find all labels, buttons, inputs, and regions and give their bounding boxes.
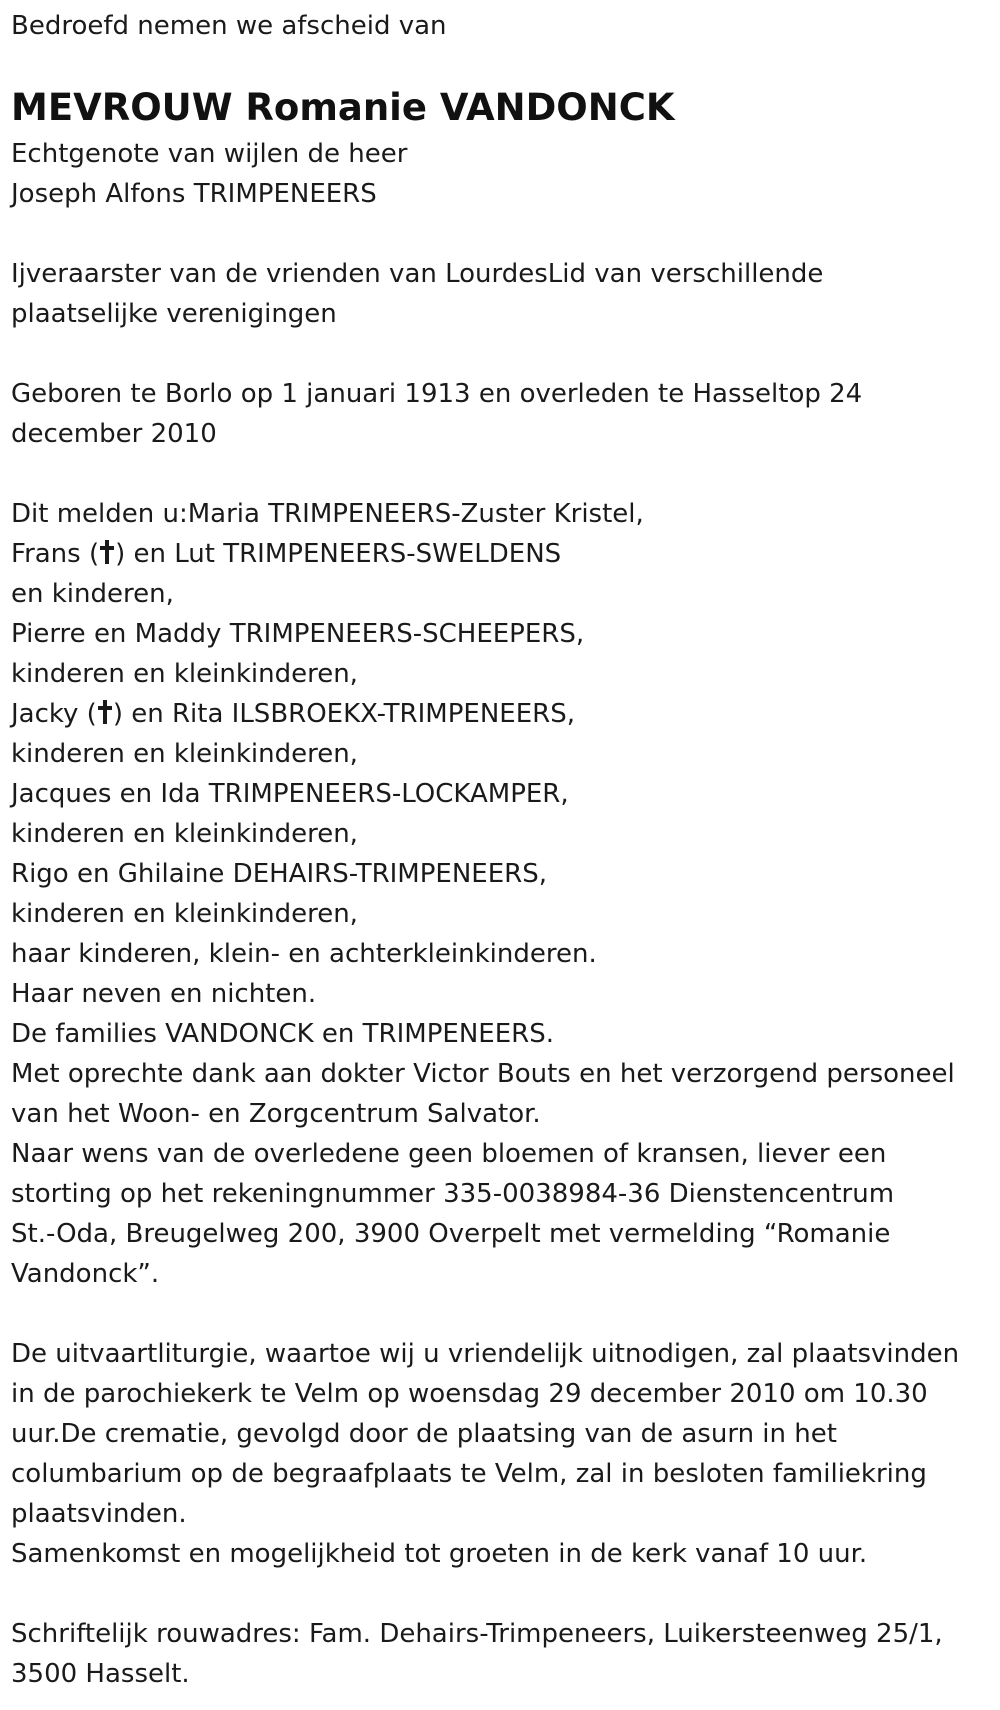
condolence-address-line-2: 3500 Hasselt.	[11, 1659, 190, 1689]
family-line	[11, 694, 990, 734]
donation-line: St.-Oda, Breugelweg 200, 3900 Overpelt met vermelding “Romanie	[11, 1219, 891, 1249]
paragraph-gap	[11, 1574, 990, 1614]
family-line-part: ) en Lut TRIMPENEERS-SWELDENS	[115, 539, 562, 569]
family-line	[11, 534, 990, 574]
family-line: Dit melden u:Maria TRIMPENEERS-Zuster Kristel,	[11, 499, 644, 529]
funeral-details	[11, 1334, 990, 1574]
donation-line: Naar wens van de overledene geen bloemen of kransen, liever een	[11, 1139, 887, 1169]
family-line: kinderen en kleinkinderen,	[11, 739, 358, 769]
family-announcement	[11, 494, 990, 1294]
funeral-line: in de parochiekerk te Velm op woensdag 29 december 2010 om 10.30	[11, 1379, 928, 1409]
family-line-part: ) en Rita ILSBROEKX-TRIMPENEERS,	[112, 699, 575, 729]
intro-text: Bedroefd nemen we afscheid van	[11, 11, 447, 41]
paragraph-gap	[11, 214, 990, 254]
family-line: haar kinderen, klein- en achterkleinkinderen.	[11, 939, 597, 969]
spouse-line-2: Joseph Alfons TRIMPENEERS	[11, 179, 377, 209]
family-line: Haar neven en nichten.	[11, 979, 317, 1009]
funeral-line: uur.De crematie, gevolgd door de plaatsing van de asurn in het	[11, 1419, 837, 1449]
funeral-line: Samenkomst en mogelijkheid tot groeten in de kerk vanaf 10 uur.	[11, 1539, 868, 1569]
family-line: kinderen en kleinkinderen,	[11, 899, 358, 929]
deceased-cross-icon	[100, 539, 114, 565]
deceased-name: MEVROUW Romanie VANDONCK	[11, 86, 675, 129]
obituary-notice	[0, 6, 990, 1694]
birth-death-line-2: december 2010	[11, 419, 217, 449]
funeral-line: columbarium op de begraafplaats te Velm, zal in besloten familiekring	[11, 1459, 927, 1489]
family-line: Rigo en Ghilaine DEHAIRS-TRIMPENEERS,	[11, 859, 547, 889]
family-line: en kinderen,	[11, 579, 174, 609]
family-line: De families VANDONCK en TRIMPENEERS.	[11, 1019, 554, 1049]
condolence-address-line-1: Schriftelijk rouwadres: Fam. Dehairs-Trimpeneers, Luikersteenweg 25/1,	[11, 1619, 943, 1649]
thanks-line: van het Woon- en Zorgcentrum Salvator.	[11, 1099, 541, 1129]
paragraph-gap	[11, 1294, 990, 1334]
family-line: Pierre en Maddy TRIMPENEERS-SCHEEPERS,	[11, 619, 585, 649]
funeral-line: plaatsvinden.	[11, 1499, 187, 1529]
family-line: kinderen en kleinkinderen,	[11, 819, 358, 849]
birth-death-line-1: Geboren te Borlo op 1 januari 1913 en overleden te Hasseltop 24	[11, 379, 863, 409]
activity-line-1: Ijveraarster van de vrienden van LourdesLid van verschillende	[11, 259, 824, 289]
donation-line: Vandonck”.	[11, 1259, 160, 1289]
deceased-cross-icon	[98, 699, 112, 725]
thanks-line: Met oprechte dank aan dokter Victor Bouts en het verzorgend personeel	[11, 1059, 955, 1089]
spouse-line-1: Echtgenote van wijlen de heer	[11, 139, 408, 169]
paragraph-gap	[11, 454, 990, 494]
donation-line: storting op het rekeningnummer 335-0038984-36 Dienstencentrum	[11, 1179, 895, 1209]
family-line-part: Jacky (	[11, 699, 97, 729]
paragraph-gap	[11, 334, 990, 374]
family-line: kinderen en kleinkinderen,	[11, 659, 358, 689]
family-line-part: Frans (	[11, 539, 100, 569]
funeral-line: De uitvaartliturgie, waartoe wij u vriendelijk uitnodigen, zal plaatsvinden	[11, 1339, 960, 1369]
family-line: Jacques en Ida TRIMPENEERS-LOCKAMPER,	[11, 779, 569, 809]
activity-line-2: plaatselijke verenigingen	[11, 299, 337, 329]
